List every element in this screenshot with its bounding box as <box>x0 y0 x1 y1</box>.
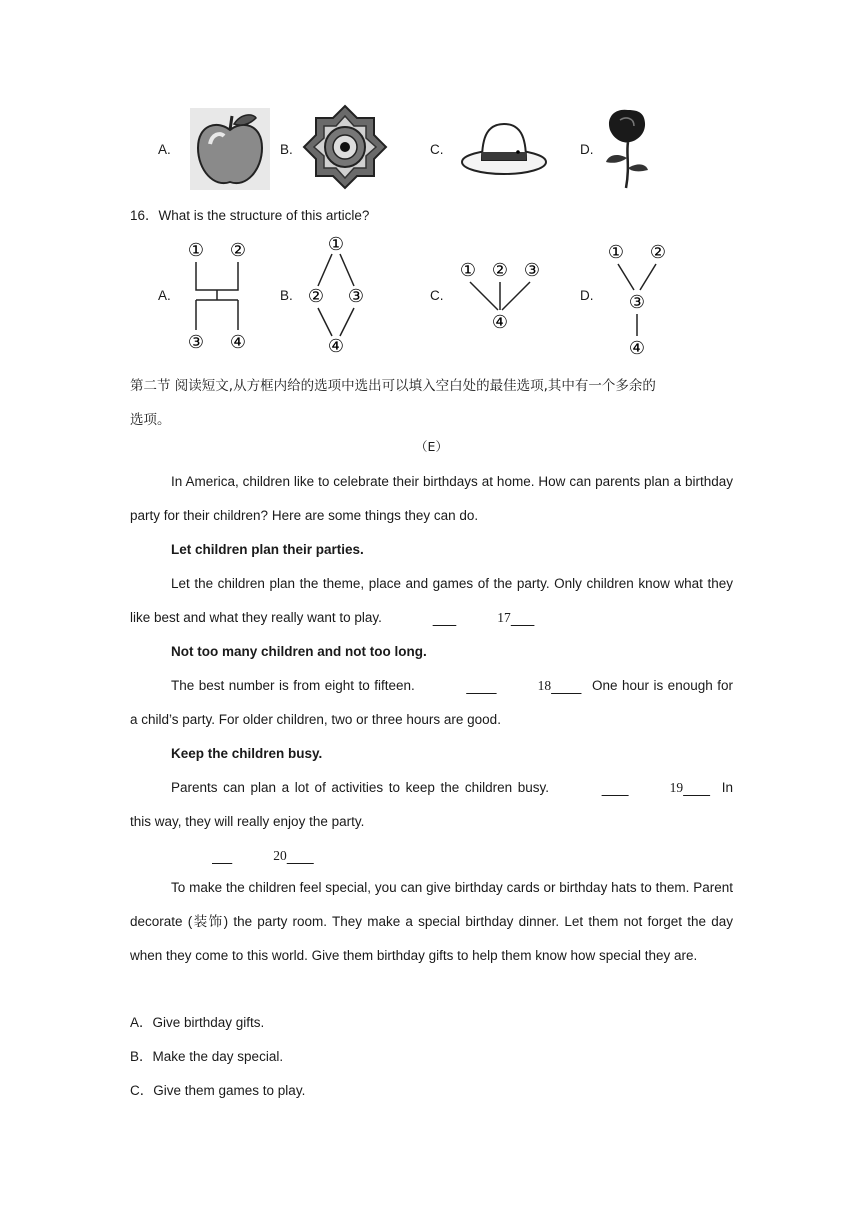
apple-icon <box>190 108 270 190</box>
blank-20[interactable]: 20 <box>273 848 287 863</box>
section2-heading-line2: 选项。 <box>130 412 171 428</box>
diamond-diagram <box>304 232 368 356</box>
passage-label: （E） <box>415 439 448 454</box>
rose-icon <box>600 104 656 190</box>
q15-option-b-letter: B. <box>280 142 293 157</box>
node-3: ③ <box>628 292 646 313</box>
paragraph-1 <box>130 567 733 635</box>
q16-option-c-letter: C. <box>430 288 444 303</box>
subheading-2: Not too many children and not too long. <box>171 644 427 659</box>
q16-option-d-letter: D. <box>580 288 594 303</box>
q15-option-d-letter: D. <box>580 142 594 157</box>
node-4: ④ <box>327 336 345 356</box>
choice-c[interactable]: C．Give them games to play. <box>130 1083 306 1098</box>
node-1: ① <box>187 240 205 261</box>
node-3: ③ <box>523 260 541 281</box>
choice-a[interactable]: A．Give birthday gifts. <box>130 1015 265 1030</box>
subheading-3: Keep the children busy. <box>171 746 323 761</box>
node-1: ① <box>459 260 477 281</box>
subheading-1: Let children plan their parties. <box>171 542 364 557</box>
paragraph-3-text-a: Parents can plan a lot of activities to keep the children busy. <box>171 780 549 795</box>
q16-question: 16．What is the structure of this article? <box>130 208 370 223</box>
paragraph-2-text-b: One hour is enough for a child’s party. For older children, two or three hours are good. <box>130 678 733 727</box>
node-3: ③ <box>187 332 205 353</box>
paragraph-4-chinese: 装饰 <box>192 914 224 929</box>
fan-in-diagram <box>456 258 544 334</box>
blank-17[interactable]: 17 <box>497 610 511 625</box>
node-1: ① <box>327 234 345 255</box>
blank-18[interactable]: 18 <box>537 678 552 693</box>
hat-icon <box>460 118 548 178</box>
choice-b[interactable]: B．Make the day special. <box>130 1049 284 1064</box>
node-2: ② <box>307 286 325 307</box>
node-1: ① <box>607 242 625 263</box>
node-2: ② <box>649 242 667 263</box>
node-4: ④ <box>229 332 247 353</box>
paragraph-2-text-a: The best number is from eight to fifteen. <box>171 678 415 693</box>
paragraph-4-text-a: To make the children feel special, you can give birthday cards or birthday hats to them. Parent decorate ( <box>130 880 733 929</box>
q15-option-c-letter: C. <box>430 142 444 157</box>
node-2: ② <box>229 240 247 261</box>
bracket-diagram <box>184 238 254 354</box>
paragraph-1-text: Let the children plan the theme, place and games of the party. Only children know what they like best and what they really want to play. <box>130 576 733 625</box>
paragraph-2 <box>130 669 733 737</box>
node-3: ③ <box>347 286 365 307</box>
q15-option-a-letter: A. <box>158 142 171 157</box>
node-2: ② <box>491 260 509 281</box>
paragraph-3-text-b: In this way, they will really enjoy the party. <box>130 780 733 829</box>
paragraph-4 <box>130 871 733 973</box>
paragraph-3 <box>130 771 733 839</box>
q16-option-a-letter: A. <box>158 288 171 303</box>
passage-intro: In America, children like to celebrate their birthdays at home. How can parents plan a birthday party for their children? Here are some things they can do. <box>130 474 733 523</box>
blank-19[interactable]: 19 <box>669 780 684 795</box>
choices-list <box>130 1006 305 1108</box>
node-4: ④ <box>491 312 509 333</box>
y-shape-diagram <box>604 240 672 356</box>
paragraph-4-text-b: ) the party room. They make a special birthday dinner. Let them not forget the day when they come to this world. Give them birthday gifts to help them know how special they are. <box>130 914 733 963</box>
section2-heading <box>130 369 740 437</box>
blank-20-line <box>130 839 733 873</box>
target-badge-icon <box>302 104 388 190</box>
section2-heading-line1: 第二节 阅读短文,从方框内给的选项中选出可以填入空白处的最佳选项,其中有一个多余的 <box>130 378 656 394</box>
node-4: ④ <box>628 338 646 356</box>
q16-option-b-letter: B. <box>280 288 293 303</box>
